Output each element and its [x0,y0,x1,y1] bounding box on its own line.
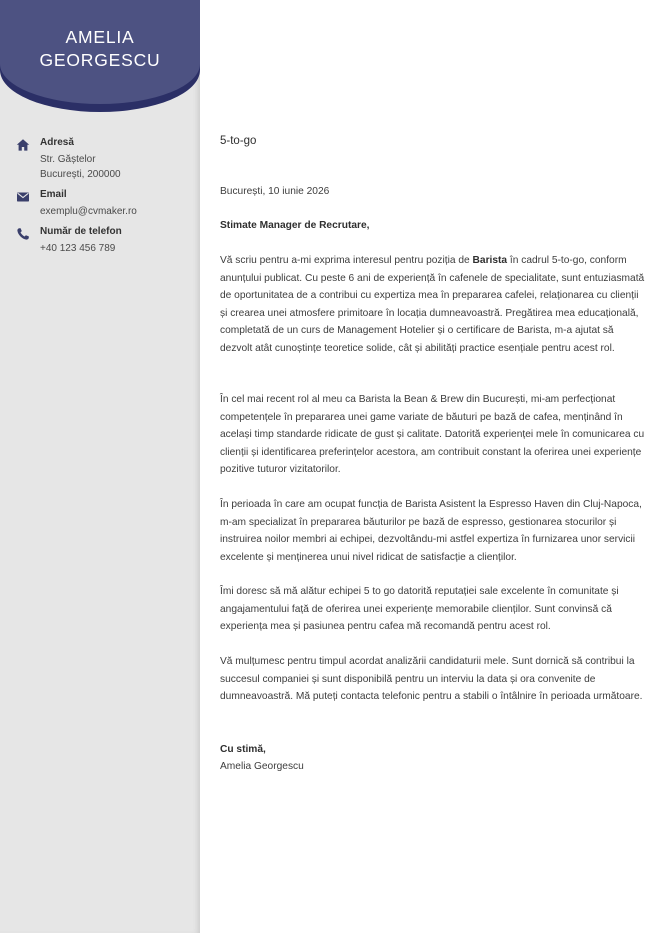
candidate-name [0,26,200,72]
job-title: Barista [472,255,508,266]
letter-signature: Amelia Georgescu [220,761,304,772]
contact-email [16,189,196,221]
letter-paragraph-3: În perioada în care am ocupat funcția de Barista Asistent la Espresso Haven din Cluj-Napoca, m-am specializat în prepararea băuturilor pe bază de espresso, gestionarea stocurilor și instruirea noilor membri ai echipei, dezvoltându-mi astfel expertiza în furnizarea unor servicii excelente și menținerea unui nivel ridicat de satisfacție a clienților. [220,499,642,563]
contact-phone [16,226,196,258]
address-city: București, 200000 [40,169,121,180]
contact-address [16,137,196,181]
letter-closing: Cu stimă, [220,744,266,755]
letter-paragraph-4: Îmi doresc să mă alătur echipei 5 to go datorită reputației sale excelente în comunitate și angajamentului față de oferirea unei experiențe memorabile clienților. Sunt convinsă că experiența mea și pasiunea pentru cafea mă recomandă pentru acest rol. [220,586,619,632]
candidate-first-name: AMELIA [65,27,135,47]
paragraph-1-rest: în cadrul 5-to-go, conform anunțului publicat. Cu peste 6 ani de experiență în cafenele de specialitate, sunt entuziasmată de oportunitatea de a contribui cu expertiza mea în prepararea cafelei, relaționarea cu clienții și crearea unei atmosfere primitoare în locația dumneavoastră. Pregătirea mea educațională, completată de un curs de Management Hotelier și o certificare de Barista, m-a ajutat să dezvolt atât cunoștințe teoretice solide, cât și abilități practice esențiale pentru acest rol. [220,255,645,354]
letter-paragraph-1 [220,252,645,357]
letter-date: București, 10 iunie 2026 [220,186,330,197]
letter-paragraph-5: Vă mulțumesc pentru timpul acordat analizării candidaturii mele. Sunt dornică să contribui la succesul companiei și sunt disponibilă pentru un interviu la data și ora convenite de dumneavoastră. Mă puteți contacta telefonic pentru a stabili o întâlnire în perioada următoare. [220,656,643,702]
sidebar [0,0,200,933]
address-value [40,152,121,182]
recipient-company: 5-to-go [220,135,257,147]
letter-greeting: Stimate Manager de Recrutare, [220,220,370,231]
envelope-icon [16,190,30,204]
phone-value[interactable]: +40 123 456 789 [40,243,116,254]
letter-paragraph-2: În cel mai recent rol al meu ca Barista la Bean & Brew din București, mi-am perfecționat competențele în prepararea unei game variate de băuturi pe bază de cafea, menținând în același timp standarde ridicate de gust și calitate. Datorită experienței mele în comunicarea cu clienții și identificarea preferințelor acestora, am contribuit constant la oferirea unei experiențe pozitive tuturor vizitatorilor. [220,394,645,475]
phone-icon [16,227,30,241]
email-value[interactable]: exemplu@cvmaker.ro [40,206,137,217]
candidate-last-name: GEORGESCU [39,50,161,70]
home-icon [16,138,30,152]
address-street: Str. Găștelor [40,154,96,165]
phone-label: Număr de telefon [40,226,122,237]
address-label: Adresă [40,137,74,148]
paragraph-1-intro: Vă scriu pentru a-mi exprima interesul pentru poziția de [220,255,473,266]
email-label: Email [40,189,67,200]
